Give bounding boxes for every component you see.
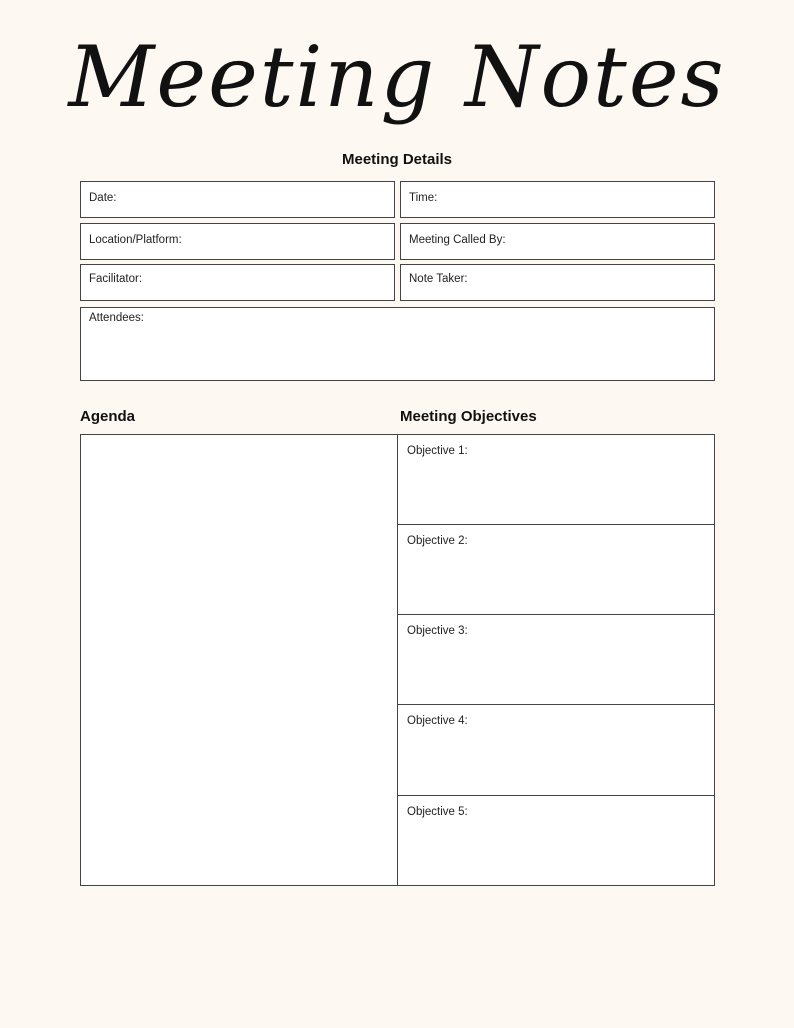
time-field[interactable]	[400, 181, 715, 218]
facilitator-label: Facilitator:	[89, 273, 143, 285]
agenda-heading: Agenda	[80, 408, 136, 425]
objective-label: Objective 1:	[407, 445, 468, 457]
agenda-area[interactable]	[80, 434, 398, 886]
page-title: Meeting Notes	[68, 28, 726, 126]
objective-label: Objective 3:	[407, 625, 468, 637]
note-taker-label: Note Taker:	[409, 273, 468, 285]
objective-5[interactable]	[398, 796, 714, 885]
location-field[interactable]	[80, 223, 395, 260]
facilitator-field[interactable]	[80, 264, 395, 301]
attendees-label: Attendees:	[89, 312, 144, 324]
objectives-heading: Meeting Objectives	[400, 408, 537, 425]
objective-label: Objective 5:	[407, 806, 468, 818]
note-taker-field[interactable]	[400, 264, 715, 301]
objectives-list	[397, 434, 715, 886]
attendees-field[interactable]	[80, 307, 715, 381]
objective-2[interactable]	[398, 525, 714, 615]
objective-4[interactable]	[398, 705, 714, 796]
objective-1[interactable]	[398, 435, 714, 525]
objective-label: Objective 2:	[407, 535, 468, 547]
location-label: Location/Platform:	[89, 234, 182, 246]
date-label: Date:	[89, 192, 117, 204]
called-by-label: Meeting Called By:	[409, 234, 506, 246]
objective-3[interactable]	[398, 615, 714, 705]
time-label: Time:	[409, 192, 438, 204]
called-by-field[interactable]	[400, 223, 715, 260]
date-field[interactable]	[80, 181, 395, 218]
objective-label: Objective 4:	[407, 715, 468, 727]
meeting-details-heading: Meeting Details	[341, 151, 453, 168]
